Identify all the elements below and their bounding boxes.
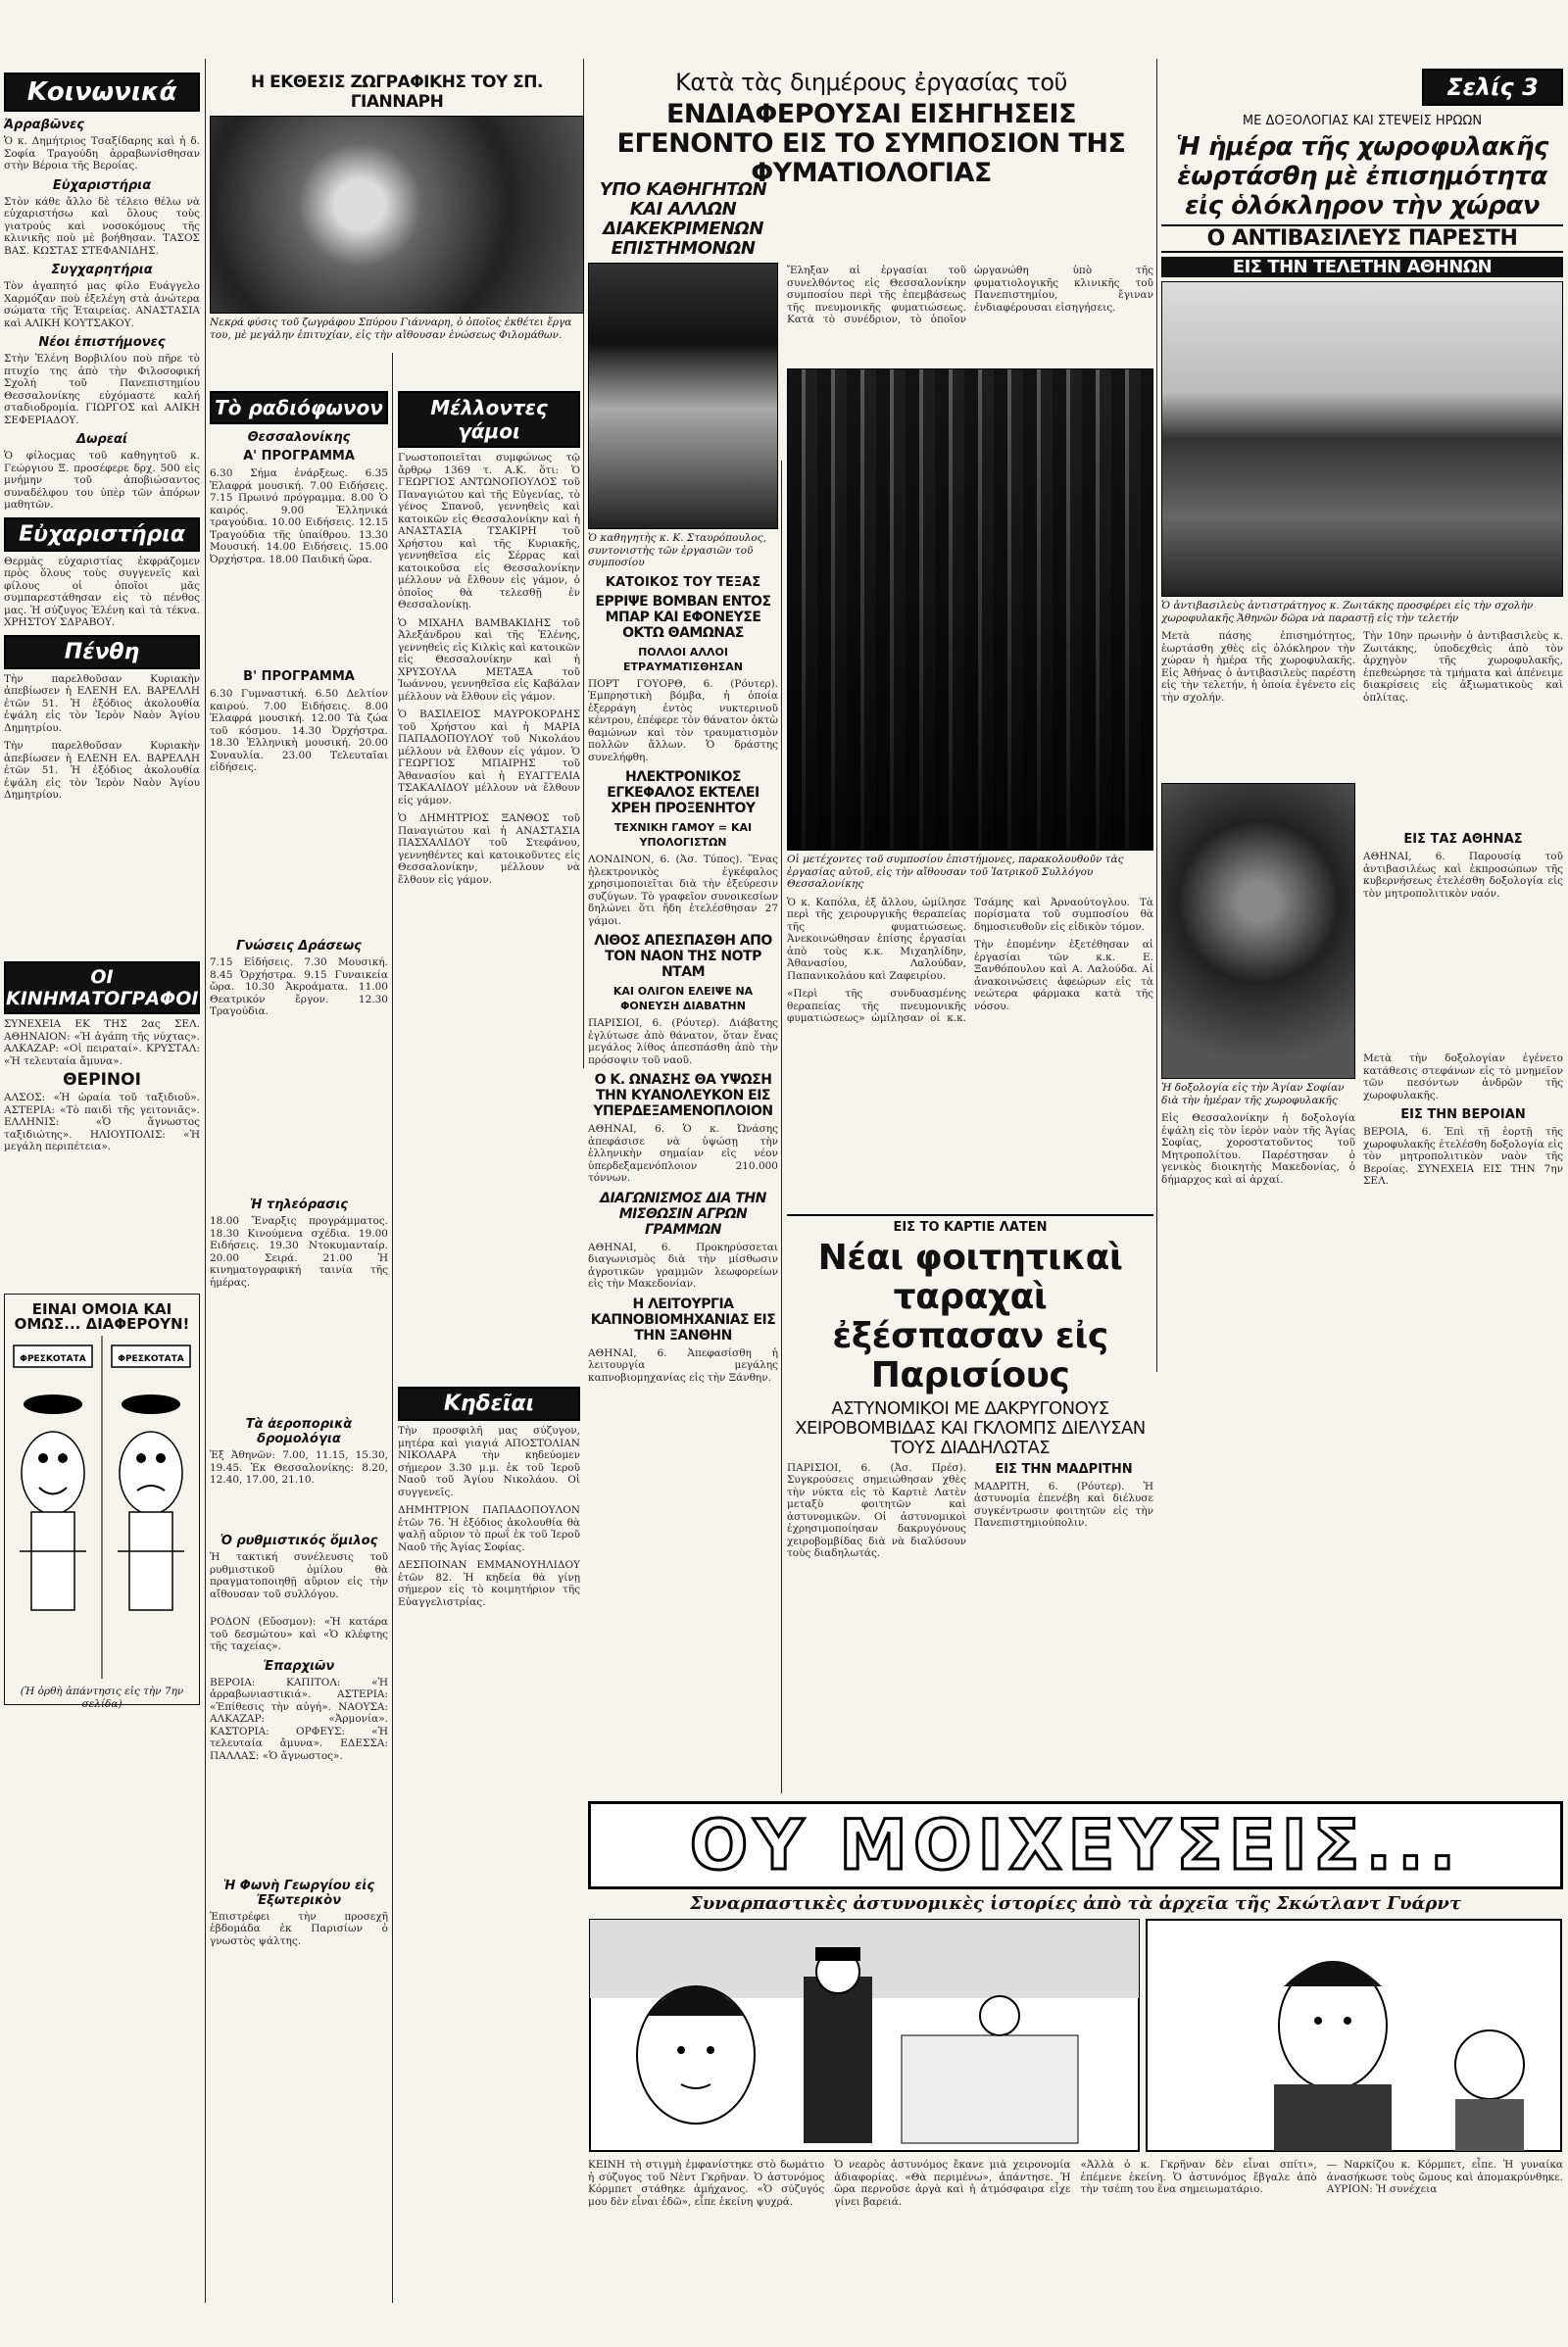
tobacco-text: ΑΘΗΝΑΙ, 6. Ἀπεφασίσθη ἡ λειτουργία μεγάλης καπνοβιομηχανίας εἰς τὴν Ξάνθην. xyxy=(588,1346,778,1384)
gendarmerie-text-1: Μετὰ πάσης ἐπισημότητος, ἑωρτάσθη χθὲς εἰς ὁλόκληρον τὴν χώραν ἡ ἡμέρα τῆς χωροφυλακῆς. Εἰς Ἀθήνας ὁ ἀντιβασιλεὺς παρέστη εἰς τὴν τελετήν, ἡ ὁποία ἐγένετο εἰς τὴν σχολήν. xyxy=(1161,630,1355,704)
onassis-text: ΑΘΗΝΑΙ, 6. Ὁ κ. Ὠνάσης ἀπεφάσισε νὰ ὑψώσῃ τὴν ἑλληνικὴν σημαίαν εἰς νέον ὑπερδεξαμενόπλοιον 210.000 τόννων. xyxy=(588,1123,778,1184)
gendarmerie-sub-title: Ο ΑΝΤΙΒΑΣΙΛΕΥΣ ΠΑΡΕΣΤΗ xyxy=(1161,224,1563,253)
cinemas-text: ΣΥΝΕΧΕΙΑ ΕΚ ΤΗΣ 2ας ΣΕΛ. ΑΘΗΝΑΙΟΝ: «Ἡ ἀγάπη τῆς νύχτας». ΑΛΚΑΖΑΡ: «Οἱ πειραταί». ΚΡΥΣΤΑΛ: «Ἡ τελευταία ἄμυνα». xyxy=(4,1018,200,1067)
paris-title: Νέαι φοιτητικαὶ ταραχαὶ ἐξέσπασαν εἰς Παρισίους xyxy=(817,1237,1123,1395)
column-rule xyxy=(1156,59,1157,1372)
congrats-title: Συγχαρητήρια xyxy=(51,263,153,277)
statue-title: ΛΙΘΟΣ ΑΠΕΣΠΑΣΘΗ ΑΠΟ ΤΟΝ ΝΑΟΝ ΤΗΣ ΝΟΤΡ ΝΤΑΜ xyxy=(594,933,772,980)
radio-text-c: 7.15 Εἰδήσεις. 7.30 Μουσική. 8.45 Ὀρχήστρα. 9.15 Γυναικεία ὥρα. 10.30 Ἀκροάματα. 11.00 Θεατρικόν ἔργον. 12.30 Τραγούδια. xyxy=(210,956,388,1017)
summer-title: ΘΕΡΙΝΟΙ xyxy=(63,1070,141,1090)
tv-title: Ἡ τηλεόρασις xyxy=(250,1198,348,1212)
new-scientists-text: Στὴν Ἐλένη Βορβιλίου ποὺ πῆρε τὸ πτυχίο της ἀπὸ τὴν Φιλοσοφική Σχολή τοῦ Πανεπιστημίου Θεσσαλονίκης εὐχόμαστε καλή σταδιοδρομία. ΓΙΩΡΓΟΣ καὶ ΑΛΙΚΗ ΣΕΦΕΡΙΑΔΟΥ. xyxy=(4,353,200,426)
paris-banner: ΕΙΣ ΤΟ ΚΑΡΤΙΕ ΛΑΤΕΝ xyxy=(787,1214,1153,1235)
thanks-title: Εὐχαριστήρια xyxy=(52,177,152,193)
radio-station: Θεσσαλονίκης xyxy=(247,430,351,445)
cartoon-box xyxy=(4,1294,200,1710)
mourning-text: Τὴν παρελθοῦσαν Κυριακὴν ἀπεβίωσεν ἡ ΕΛΕΝΗ ΕΛ. ΒΑΡΕΛΛΗ ἐτῶν 51. Ἡ ἐξόδιος ἀκολουθία ἐψάλη εἰς τὸν Ἱερὸν Ναὸν Ἁγίου Δημητρίου. xyxy=(4,672,200,734)
provinces-title: Ἐπαρχιῶν xyxy=(263,1658,335,1674)
comic-text-c: «Ἀλλὰ ὁ κ. Γκρῆναν δὲν εἶναι σπίτι», ἐπέμενε ἐκείνη. Ὁ ἀστυνόμος ἔβγαλε ἀπὸ τὴν τσέπη του ἕνα σημειωματάριο. xyxy=(1080,2159,1317,2195)
funeral-title: Κηδεῖαι xyxy=(398,1387,580,1421)
gendarmerie-kicker: ΜΕ ΔΟΞΟΛΟΓΙΑΣ ΚΑΙ ΣΤΕΨΕΙΣ ΗΡΩΩΝ xyxy=(1242,114,1483,128)
exhibit-painting-photo xyxy=(210,116,584,314)
doxology-caption: Ἡ δοξολογία εἰς τὴν Ἁγίαν Σοφίαν διὰ τὴν ἡμέραν τῆς χωροφυλακῆς xyxy=(1161,1082,1345,1106)
rhythm-title: Ὁ ρυθμιστικός ὅμιλος xyxy=(220,1534,378,1548)
comic-text-b: Ὁ νεαρὸς ἀστυνόμος ἔκανε μιὰ χειρονομία ἀδιαφορίας. «Θὰ περιμένω», ἀπάντησε. Ἡ ὥρα περνοῦσε ἀργὰ καὶ ἡ ἀτμόσφαιρα εἶχε γίνει βαρειά. xyxy=(834,2159,1071,2208)
symposium-text-1: Ὁ κ. Καπόλα, ἐξ ἄλλου, ὡμίλησε περὶ τῆς χειρουργικῆς θεραπείας τῆς φυματιώσεως. Ἀνεκοινώθησαν ἐπίσης ἐργασίαι ἀπὸ τοὺς κ.κ. Μιχαηλίδην, Ἀθανασίου, Λαλούδαν, Παπανικολάου καὶ Ζαφειρίου. xyxy=(787,896,966,982)
gendarmerie-text-3: Εἰς Θεσσαλονίκην ἡ δοξολογία ἐψάλη εἰς τὸν ἱερὸν ναὸν τῆς Ἁγίας Σοφίας, χοροστατοῦντος τοῦ Μητροπολίτου. Παρέστησαν ὁ γενικὸς διοικητὴς Μακεδονίας, ὁ δήμαρχος καὶ αἱ ἀρχαί. xyxy=(1161,1112,1355,1186)
left-cartoon-panel xyxy=(14,1345,92,1610)
gendarmerie-main-title: Ἡ ἡμέρα τῆς χωροφυλακῆς ἑωρτάσθη μὲ ἐπισημότητα εἰς ὁλόκληρον τὴν χώραν xyxy=(1176,132,1548,220)
onassis-title: Ο Κ. ΩΝΑΣΗΣ ΘΑ ΥΨΩΣΗ ΤΗΝ ΚΥΑΝΟΛΕΥΚΟΝ ΕΙΣ ΥΠΕΡΔΕΞΑΜΕΝΟΠΛΟΙΟΝ xyxy=(593,1072,773,1119)
symposium-subtitle: ΥΠΟ ΚΑΘΗΓΗΤΩΝ ΚΑΙ ΑΛΛΩΝ ΔΙΑΚΕΚΡΙΜΕΝΩΝ ΕΠΙΣΤΗΜΟΝΩΝ xyxy=(599,179,767,259)
fish-sign-right: ΦΡΕΣΚΟΤΑΤΑ xyxy=(118,1354,184,1364)
weddings-text2: Ὁ ΜΙΧΑΗΛ ΒΑΜΒΑΚΙΔΗΣ τοῦ Ἀλεξάνδρου καὶ τῆς Ἑλένης, γεννηθεὶς εἰς Κιλκὶς καὶ κατοικῶν εἰς Θεσσαλονίκην καὶ ἡ ΧΡΥΣΟΥΛΑ ΜΕΤΑΞΑ τοῦ Ἰωάννου, γεννηθεῖσα εἰς Καβάλαν μέλλουν νὰ ἔλθουν εἰς γάμον. xyxy=(398,616,580,703)
ceremony-caption: Ὁ ἀντιβασιλεὺς ἀντιστράτηγος κ. Ζωιτάκης προσφέρει εἰς τὴν σχολὴν χωροφυλακῆς Ἀθηνῶν δῶρα νὰ παραστῇ εἰς τὴν τελετήν xyxy=(1161,600,1534,624)
bomb-title: ΕΡΡΙΨΕ ΒΟΜΒΑΝ ΕΝΤΟΣ ΜΠΑΡ ΚΑΙ ΕΦΟΝΕΥΣΕ ΟΚΤΩ ΘΑΜΩΝΑΣ xyxy=(595,593,771,641)
mourning-title: Πένθη xyxy=(4,635,200,669)
speaker-photo xyxy=(588,263,778,529)
rhythm-text: Ἡ τακτική συνέλευσις τοῦ ρυθμιστικοῦ ὁμίλου θὰ πραγματοποιηθῇ αὔριον εἰς τὴν αἴθουσαν τοῦ συλλόγου. xyxy=(210,1551,388,1600)
veria-text: ΒΕΡΟΙΑ, 6. Ἐπὶ τῇ ἑορτῇ τῆς χωροφυλακῆς ἐτελέσθη δοξολογία εἰς τὸν μητροπολιτικὸν ναὸν τῆς Βεροίας. ΣΥΝΕΧΕΙΑ ΕΙΣ ΤΗΝ 7ην ΣΕΛ. xyxy=(1363,1126,1563,1187)
madrid-text: ΜΑΔΡΙΤΗ, 6. (Ρόυτερ). Ἡ ἀστυνομία ἐπενέβη καὶ διέλυσε συγκέντρωσιν φοιτητῶν εἰς τὴν Πανεπιστημιούπολιν. xyxy=(974,1480,1153,1529)
radio-text-a: 6.30 Σήμα ἐνάρξεως. 6.35 Ἑλαφρά μουσική. 7.00 Ειδήσεις. 7.15 Πρωινό πρόγραμμα. 8.00 Ὁ καιρός. 9.00 Ἑλληνικά τραγούδια. 10.00 Ειδήσεις. 12.15 Τραγούδια τῆς ὑπαίθρου. 13.30 Μουσική. 14.00 Ειδήσεις. 15.00 Ὀρχήστρα. 18.00 Παιδική ὥρα. xyxy=(210,467,388,565)
provinces-list: ΒΕΡΟΙΑ: ΚΑΠΙΤΟΛ: «Ἡ ἀρραβωνιαστικιά». ΑΣΤΕΡΙΑ: «Ἐπίθεσις τὴν αὐγή». ΝΑΟΥΣΑ: ΑΛΚΑΖΑΡ: «Ἀρμονία». ΚΑΣΤΟΡΙΑ: ΟΡΦΕΥΣ: «Ἡ τελευταία ἄμυνα». ΕΔΕΣΣΑ: ΠΑΛΛΑΣ: «Ὁ ἄγνωστος». xyxy=(210,1676,388,1762)
tv-text: 18.00 Ἔναρξις προγράμματος. 18.30 Κινούμενα σχέδια. 19.00 Ειδήσεις. 19.30 Ντοκυμανταίρ. 20.00 Σειρά. 21.00 Ἡ κινηματογραφική ταινία τῆς ἡμέρας. xyxy=(210,1215,388,1289)
paris-sub: ΑΣΤΥΝΟΜΙΚΟΙ ΜΕ ΔΑΚΡΥΓΟΝΟΥΣ ΧΕΙΡΟΒΟΜΒΙΔΑΣ ΚΑΙ ΓΚΛΟΜΠΣ ΔΙΕΛΥΣΑΝ ΤΟΥΣ ΔΙΑΔΗΛΩΤΑΣ xyxy=(795,1397,1146,1458)
cinemas-title: ΟΙ ΚΙΝΗΜΑΤΟΓΡΑΦΟΙ xyxy=(4,961,200,1014)
exhibit-title: Η ΕΚΘΕΣΙΣ ΖΩΓΡΑΦΙΚΗΣ ΤΟΥ ΣΠ. ΓΙΑΝΝΑΡΗ xyxy=(251,73,543,112)
contests-title: ΔΙΑΓΩΝΙΣΜΟΣ ΔΙΑ ΤΗΝ ΜΙΣΘΩΣΙΝ ΑΓΡΩΝ ΓΡΑΜΜΩΝ xyxy=(600,1190,766,1238)
air-text: Ἐξ Ἀθηνῶν: 7.00, 11.15, 15.30, 19.45. Ἐκ Θεσσαλονίκης: 8.20, 12.40, 17.00, 21.10. xyxy=(210,1449,388,1486)
gendarmerie-body-left xyxy=(1161,630,1355,1194)
cartoon-illustration xyxy=(10,1336,194,1679)
new-scientists-title: Νέοι ἐπιστήμονες xyxy=(38,335,166,350)
column-rule xyxy=(392,353,393,2303)
exhibit-caption: Νεκρά φύσις τοῦ ζωγράφου Σπύρου Γιάνναρη, ὁ ὁποῖος ἐκθέτει ἔργα του, μὲ μεγάλην ἐπιτυχίαν, εἰς τὴν αἴθουσαν ἐνώσεως Φιλομάθων. xyxy=(210,317,572,341)
weddings-text3: Ὁ ΒΑΣΙΛΕΙΟΣ ΜΑΥΡΟΚΟΡΔΗΣ τοῦ Χρήστου καὶ ἡ ΜΑΡΙΑ ΠΑΠΑΔΟΠΟΥΛΟΥ τοῦ Νικολάου μέλλουν νὰ ἔλθουν εἰς γάμον. Ὁ ΓΕΩΡΓΙΟΣ ΜΠΑΙΡΗΣ τοῦ Ἀθανασίου καὶ ἡ ΕΥΑΓΓΕΛΙΑ ΤΣΑΚΑΛΙΔΟΥ μέλλουν νὰ ἔλθουν εἰς γάμον. xyxy=(398,709,580,807)
brain-title: ΗΛΕΚΤΡΟΝΙΚΟΣ ΕΓΚΕΦΑΛΟΣ ΕΚΤΕΛΕΙ ΧΡΕΗ ΠΡΟΞΕΝΗΤΟΥ xyxy=(607,769,760,816)
donations-text: Ὁ φίλοςμας τοῦ καθηγητοῦ κ. Γεώργιου Ξ. προσέφερε δρχ. 500 εἰς μνήμην τοῦ ἀποβιώσαντος συναδέλφου του ὑπὲρ τῶν ἀπόρων μαθητῶν. xyxy=(4,450,200,511)
audience-photo xyxy=(787,368,1153,851)
comic-panels xyxy=(588,1918,1563,2153)
speaker-caption: Ὁ καθηγητὴς κ. Κ. Σταυρόπουλος, συντονιστὴς τῶν ἐργασιῶν τοῦ συμποσίου xyxy=(588,532,766,568)
funeral-text3: ΔΕΣΠΟΙΝΑΝ ΕΜΜΑΝΟΥΗΛΙΔΟΥ ἐτῶν 82. Ἡ κηδεία θὰ γίνῃ σήμερον εἰς τὸ κοιμητήριον τῆς Εὐαγγελιστρίας. xyxy=(398,1559,580,1608)
statue-sub: ΚΑΙ ΟΛΙΓΟΝ ΕΛΕΙΨΕ ΝΑ ΦΟΝΕΥΣΗ ΔΙΑΒΑΤΗΝ xyxy=(612,985,754,1012)
page-badge-row xyxy=(1161,65,1563,110)
congrats-text: Τὸν ἀγαπητό μας φίλο Ευάγγελο Χαρμόζαν ποὺ ἐξελέγη στὰ ἀνώτερα σώματα τῆς Ἑταιρείας. ΑΝΑΣΤΑΣΙΑ καὶ ΑΛΙΚΗ ΚΟΥΤΣΑΚΟΥ. xyxy=(4,280,200,329)
symposium-kicker: Κατὰ τὰς διημέρους ἐργασίας τοῦ xyxy=(675,69,1067,96)
comic-text-a: ΚΕΙΝΗ τὴ στιγμὴ ἐμφανίστηκε στὸ δωμάτιο ἡ σύζυγος τοῦ Νὲντ Γκρῆναν. Ὁ ἀστυνόμος Κόρμπετ στάθηκε ἀμήχανος. «Ὁ σύζυγός μου δὲν εἶναι ἐδῶ», εἶπε ἐκείνη ψυχρά. xyxy=(588,2159,825,2208)
symposium-body xyxy=(787,897,1153,1210)
athens-text: ΑΘΗΝΑΙ, 6. Παρουσίᾳ τοῦ ἀντιβασιλέως καὶ ἐκπροσώπων τῆς κυβερνήσεως ἐτελέσθη δοξολογία εἰς τὸν μητροπολιτικὸν ναόν. xyxy=(1363,851,1563,900)
weddings-text: Γνωστοποιεῖται συμφώνως τῷ ἄρθρῳ 1369 τ. Α.Κ. ὅτι: Ὁ ΓΕΩΡΓΙΟΣ ΑΝΤΩΝΟΠΟΥΛΟΣ τοῦ Παναγιώτου καὶ τῆς Εὐγενίας, τὸ γένος Σπανοῦ, γεννηθεὶς καὶ κατοικῶν εἰς Θεσσαλονίκην καὶ ἡ ΑΝΑΣΤΑΣΙΑ ΤΣΑΚΙΡΗ τοῦ Χρήστου καὶ τῆς Κυριακῆς, γεννηθεῖσα εἰς Σέρρας καὶ κατοικοῦσα εἰς Θεσσαλονίκην μέλλουν νὰ ἔλθουν εἰς γάμον, ὁ ὁποῖος θὰ τελεσθῇ ἐν Θεσσαλονίκῃ. xyxy=(398,452,580,611)
column-weddings xyxy=(398,387,580,2347)
gendarmerie-body-right xyxy=(1363,630,1563,1194)
radio-text-b: 6.30 Γυμναστική. 6.50 Δελτίον καιρού. 7.00 Ειδήσεις. 8.00 Ἐλαφρά μουσική. 12.00 Τὰ ζώα τοῦ κόσμου. 14.30 Ὀρχήστρα. 18.30 Ἑλληνικὴ μουσική. 20.00 Συναυλία. 23.00 Τελευταῖαι εἰδήσεις. xyxy=(210,688,388,773)
comic-subtitle: Συναρπαστικὲς ἀστυνομικὲς ἱστορίες ἀπὸ τὰ ἀρχεῖα τῆς Σκώτλαντ Γυάρντ xyxy=(690,1893,1461,1914)
athens-title: ΕΙΣ ΤΑΣ ΑΘΗΝΑΣ xyxy=(1403,832,1523,847)
gendarmerie-text-2: Τὴν 10ην πρωινὴν ὁ ἀντιβασιλεὺς κ. Ζωιτάκης, ὑποδεχθεὶς ἀπὸ τὸν ἀρχηγὸν τῆς χωροφυλακῆς, ἐπεθεώρησε τὰ τμήματα καὶ ἀπένειμε διακρίσεις εἰς ἀξιωματικοὺς καὶ ὁπλίτας. xyxy=(1363,630,1563,704)
statue-text: ΠΑΡΙΣΙΟΙ, 6. (Ρόυτερ). Διάβατης ἐγλύτωσε ἀπὸ θάνατον, ὅταν ἕνας μεγάλος λίθος ἀπεσπάσθη ἀπὸ τὴν πρόσοψιν τοῦ ναοῦ. xyxy=(588,1017,778,1066)
symposium-text-3: Τὴν ἐπομένην ἐξετέθησαν αἱ ἐργασίαι τῶν κ.κ. Ε. Ξανθόπουλου καὶ Α. Λαλούδα. Αἱ ἀνακοινώσεις ἀφεώρων εἰς τὰ νεώτερα φάρμακα κατὰ τῆς νόσου. xyxy=(974,939,1153,1012)
bomb-sub: ΠΟΛΛΟΙ ΑΛΛΟΙ ΕΤΡΑΥΜΑΤΙΣΘΗΣΑΝ xyxy=(623,645,743,673)
gendarmerie-text-4: Μετὰ τὴν δοξολογίαν ἐγένετο κατάθεσις στεφάνων εἰς τὸ μνημεῖον τῶν πεσόντων ἀνδρῶν τῆς χωροφυλακῆς. xyxy=(1363,1052,1563,1101)
paris-body xyxy=(787,1462,1153,1648)
doxology-photo xyxy=(1161,783,1355,1079)
cartoon-title: ΕΙΝΑΙ ΟΜΟΙΑ ΚΑΙ ΟΜΩΣ... ΔΙΑΦΕΡΟΥΝ! xyxy=(14,1300,190,1333)
summer-text: ΑΛΣΟΣ: «Ἡ ὡραία τοῦ ταξιδιοῦ». ΑΣΤΕΡΙΑ: «Τὸ παιδὶ τῆς γειτονιᾶς». ΕΛΛΗΝΙΣ: «Ὁ ἄγνωστος ταξιδιώτης». ΗΛΙΟΥΠΟΛΙΣ: «Ἡ μεγάλη περιπέτεια». xyxy=(4,1092,200,1152)
paris-text: ΠΑΡΙΣΙΟΙ, 6. (Ἀσ. Πρέσ). Συγκρούσεις σημειώθησαν χθὲς τὴν νύκτα εἰς τὸ Καρτιὲ Λατὲν μεταξὺ φοιτητῶν καὶ ἀστυνομικῶν. Οἱ ἀστυνομικοὶ ἐχρησιμοποίησαν δακρυγόνους χειροβομβίδας διὰ νὰ διαλύσουν τοὺς διαδηλωτάς. xyxy=(787,1461,966,1559)
donations-title: Δωρεαί xyxy=(76,432,127,447)
symposium-text-2: «Περὶ τῆς συνδυασμένης θεραπείας τῆς πνευμονικῆς φυματιώσεως» ὡμίλησαν οἱ κ.κ. Τσάμης καὶ Ἀρναούτογλου. Τὰ πορίσματα τοῦ συμποσίου θὰ δημοσιευθοῦν εἰς εἰδικὸν τόμον. xyxy=(787,896,1153,1024)
thanks-text: Στὸν κάθε ἄλλο δὲ τέλειο θέλω νὰ εὐχαριστήσω καὶ ὅλους τοὺς γιατρούς καὶ νοσοκόμους τῆς κλινικῆς ποὺ μὲ βοήθησαν. ΤΑΣΟΣ ΒΑΣ. ΚΩΣΤΑΣ ΣΤΕΦΑΝΙΔΗΣ. xyxy=(4,195,200,257)
comic-strip xyxy=(588,1801,1563,2330)
gendarmerie-sub-title2: ΕΙΣ ΤΗΝ ΤΕΛΕΤΗΝ ΑΘΗΝΩΝ xyxy=(1161,257,1563,277)
radio-program-b: Β' ΠΡΟΓΡΑΜΜΑ xyxy=(243,669,355,684)
brain-text: ΛΟΝΔΙΝΟΝ, 6. (Ἀσ. Τύπος). Ἕνας ἠλεκτρονικὸς ἐγκέφαλος χρησιμοποιεῖται διὰ τὴν ἐξεύρεσιν συζύγων. Τὸ γραφεῖον συνοικεσίων δηλώνει ὅτι ἤδη ἐτελέσθησαν 27 γάμοι. xyxy=(588,854,778,927)
tobacco-title: Η ΛΕΙΤΟΥΡΓΙΑ ΚΑΠΝΟΒΙΟΜΗΧΑΝΙΑΣ ΕΙΣ ΤΗΝ ΞΑΝΘΗΝ xyxy=(590,1296,776,1344)
funeral-text: Τὴν προσφιλῆ μας σύζυγον, μητέρα καὶ γιαγιά ΑΠΟΣΤΟΛΙΑΝ ΝΙΚΟΛΑΡΑ τὴν κηδεύομεν σήμερον 3.30 μ.μ. ἐκ τοῦ Ἱεροῦ Ναοῦ τοῦ Ἁγίου Νικολάου. Οἱ συγγενεῖς. xyxy=(398,1425,580,1498)
provinces-text: ΡΟΔΟΝ (Εὔοσμον): «Ἡ κατάρα τοῦ δεσμώτου» καὶ «Ὁ κλέφτης τῆς ταχείας». xyxy=(210,1616,388,1652)
ceremony-photo xyxy=(1161,281,1563,597)
page-badge: Σελίς 3 xyxy=(1422,69,1563,106)
symposium-main-title: ΕΝΔΙΑΦΕΡΟΥΣΑΙ ΕΙΣΗΓΗΣΕΙΣ ΕΓΕΝΟΝΤΟ ΕΙΣ ΤΟ ΣΥΜΠΟΣΙΟΝ ΤΗΣ ΦΥΜΑΤΙΟΛΟΓΙΑΣ xyxy=(616,99,1126,188)
comic-title: ΟΥ ΜΟΙΧΕΥΣΕΙΣ... xyxy=(689,1805,1462,1885)
comic-title-banner xyxy=(588,1801,1563,1889)
radio-knowledge: Γνώσεις Δράσεως xyxy=(236,939,362,953)
audience-caption: Οἱ μετέχοντες τοῦ συμποσίου ἐπιστήμονες, παρακολουθοῦν τὰς ἐργασίας αὐτοῦ, εἰς τὴν αἴθουσαν τοῦ Ἰατρικοῦ Συλλόγου Θεσσαλονίκης xyxy=(787,854,1124,890)
engagement-text: Ὁ κ. Δημήτριος Τσαξίδαρης καὶ ἡ δ. Σοφία Τραγούδη ἀρραβωνίσθησαν στὴν Βέροια τῆς Βεροίας. xyxy=(4,135,200,171)
symposium-text: Ἔληξαν αἱ ἐργασίαι τοῦ συνελθόντος εἰς Θεσσαλονίκην συμποσίου περὶ τῆς ἐπεμβάσεως τῆς πνευμονικῆς φυματιώσεως. Κατὰ τὸ συνέδριον, τὸ ὁποῖον ὠργανώθη ὑπὸ τῆς φυματιολογικῆς κλινικῆς τοῦ Πανεπιστημίου, ἔγιναν ἐνδιαφέρουσαι εἰσηγήσεις. xyxy=(787,265,1153,325)
column-rule xyxy=(781,461,782,1793)
fish-sign-left: ΦΡΕΣΚΟΤΑΤΑ xyxy=(20,1354,86,1364)
column-social xyxy=(4,69,200,2323)
funeral-text2: ΔΗΜΗΤΡΙΟΝ ΠΑΠΑΔΟΠΟΥΛΟΝ ἐτῶν 76. Ἡ ἐξόδιος ἀκολουθία θὰ ψαλῇ αὔριον τὸ πρωΐ ἐκ τοῦ Ἱεροῦ Ναοῦ τῆς Ἁγίας Σοφίας. xyxy=(398,1504,580,1553)
lagos-title: ΚΑΤΟΙΚΟΣ ΤΟΥ ΤΕΞΑΣ xyxy=(605,574,761,590)
brain-sub: ΤΕΧΝΙΚΗ ΓΑΜΟΥ = ΚΑΙ ΥΠΟΛΟΓΙΣΤΩΝ xyxy=(613,821,753,849)
comic-text-d: — Ναρκίζου κ. Κόρμπετ, εἶπε. Ἡ γυναίκα ἀνασήκωσε τοὺς ὤμους καὶ ἀπομακρύνθηκε. ΑΥΡΙΟΝ: Ἡ συνέχεια xyxy=(1326,2159,1563,2195)
column-radio xyxy=(210,387,388,2337)
column-rule xyxy=(205,59,206,2303)
column-gendarmerie xyxy=(1161,65,1563,1378)
column-news-b xyxy=(787,265,1153,2029)
column-exhibit-radio xyxy=(210,69,584,363)
thoughts-text: Ἐπιστρέφει τὴν προσεχῆ ἑβδομάδα ἐκ Παρισίων ὁ γνωστὸς ψάλτης. xyxy=(210,1910,388,1947)
social-header: Κοινωνικά xyxy=(4,73,200,112)
contests-text: ΑΘΗΝΑΙ, 6. Προκηρύσσεται διαγωνισμὸς διὰ τὴν μίσθωσιν ἀγροτικῶν γραμμῶν λεωφορείων εἰς τὴν Μακεδονίαν. xyxy=(588,1241,778,1290)
comic-text-row xyxy=(588,2159,1563,2214)
mourning-text-extra: Τὴν παρελθοῦσαν Κυριακὴν ἀπεβίωσεν ἡ ΕΛΕΝΗ ΕΛ. ΒΑΡΕΛΛΗ ἐτῶν 51. Ἡ ἐξόδιος ἀκολουθία ἐψάλη εἰς τὸν Ἱερὸν Ναὸν Ἁγίου Δημητρίου. xyxy=(4,740,200,801)
air-title: Τὰ ἀεροπορικὰ δρομολόγια xyxy=(245,1417,353,1446)
weddings-title: Μέλλοντες γάμοι xyxy=(398,391,580,448)
thoughts-title: Ἡ Φωνὴ Γεωργίου εἰς Ἐξωτερικὸν xyxy=(222,1878,375,1908)
bomb-text: ΠΟΡΤ ΓΟΥΟΡΘ, 6. (Ρόυτερ). Ἐμπρηστικὴ βόμβα, ἡ ὁποία ἐξερράγη ἐντὸς νυκτερινοῦ κέντρου, ἐπέφερε τὸν θάνατον ὀκτὼ θαμώνων καὶ τὸν τραυματισμὸν πολλῶν ἄλλων. Ὁ δράστης συνελήφθη. xyxy=(588,677,778,763)
right-cartoon-panel xyxy=(112,1345,190,1610)
engagement-title: Ἀρραβῶνες xyxy=(4,118,85,132)
madrid-title: ΕΙΣ ΤΗΝ ΜΑΔΡΙΤΗΝ xyxy=(995,1461,1133,1477)
radio-title: Τὸ ραδιόφωνον xyxy=(210,391,388,424)
thanks-box-text: Θερμὰς εὐχαριστίας ἐκφράζομεν πρὸς ὅλους τοὺς συγγενεῖς καὶ φίλους οἱ ὁποῖοι μᾶς συμπαρεστάθησαν εἰς τὸ πένθος μας. Ἡ σύζυγος Ἐλένη καὶ τὰ τέκνα. ΧΡΗΣΤΟΥ ΣΔΡΑΒΟΥ. xyxy=(4,555,200,628)
radio-program-a: Α' ΠΡΟΓΡΑΜΜΑ xyxy=(243,449,355,464)
thanks-box-title: Εὐχαριστήρια xyxy=(4,517,200,552)
cartoon-caption: (Ἡ ὀρθὴ ἀπάντησις εἰς τὴν 7ην σελίδα) xyxy=(20,1686,184,1710)
gendarmerie-body xyxy=(1161,630,1563,1194)
veria-title: ΕΙΣ ΤΗΝ ΒΕΡΟΙΑΝ xyxy=(1400,1107,1526,1122)
weddings-text4: Ὁ ΔΗΜΗΤΡΙΟΣ ΞΑΝΘΟΣ τοῦ Παναγιώτου καὶ ἡ ΑΝΑΣΤΑΣΙΑ ΠΑΣΧΑΛΙΔΟΥ τοῦ Στεφάνου, γεννηθέντες καὶ κατοικοῦντες εἰς Θεσσαλονίκην, μέλλουν νὰ ἔλθουν εἰς γάμον. xyxy=(398,812,580,886)
